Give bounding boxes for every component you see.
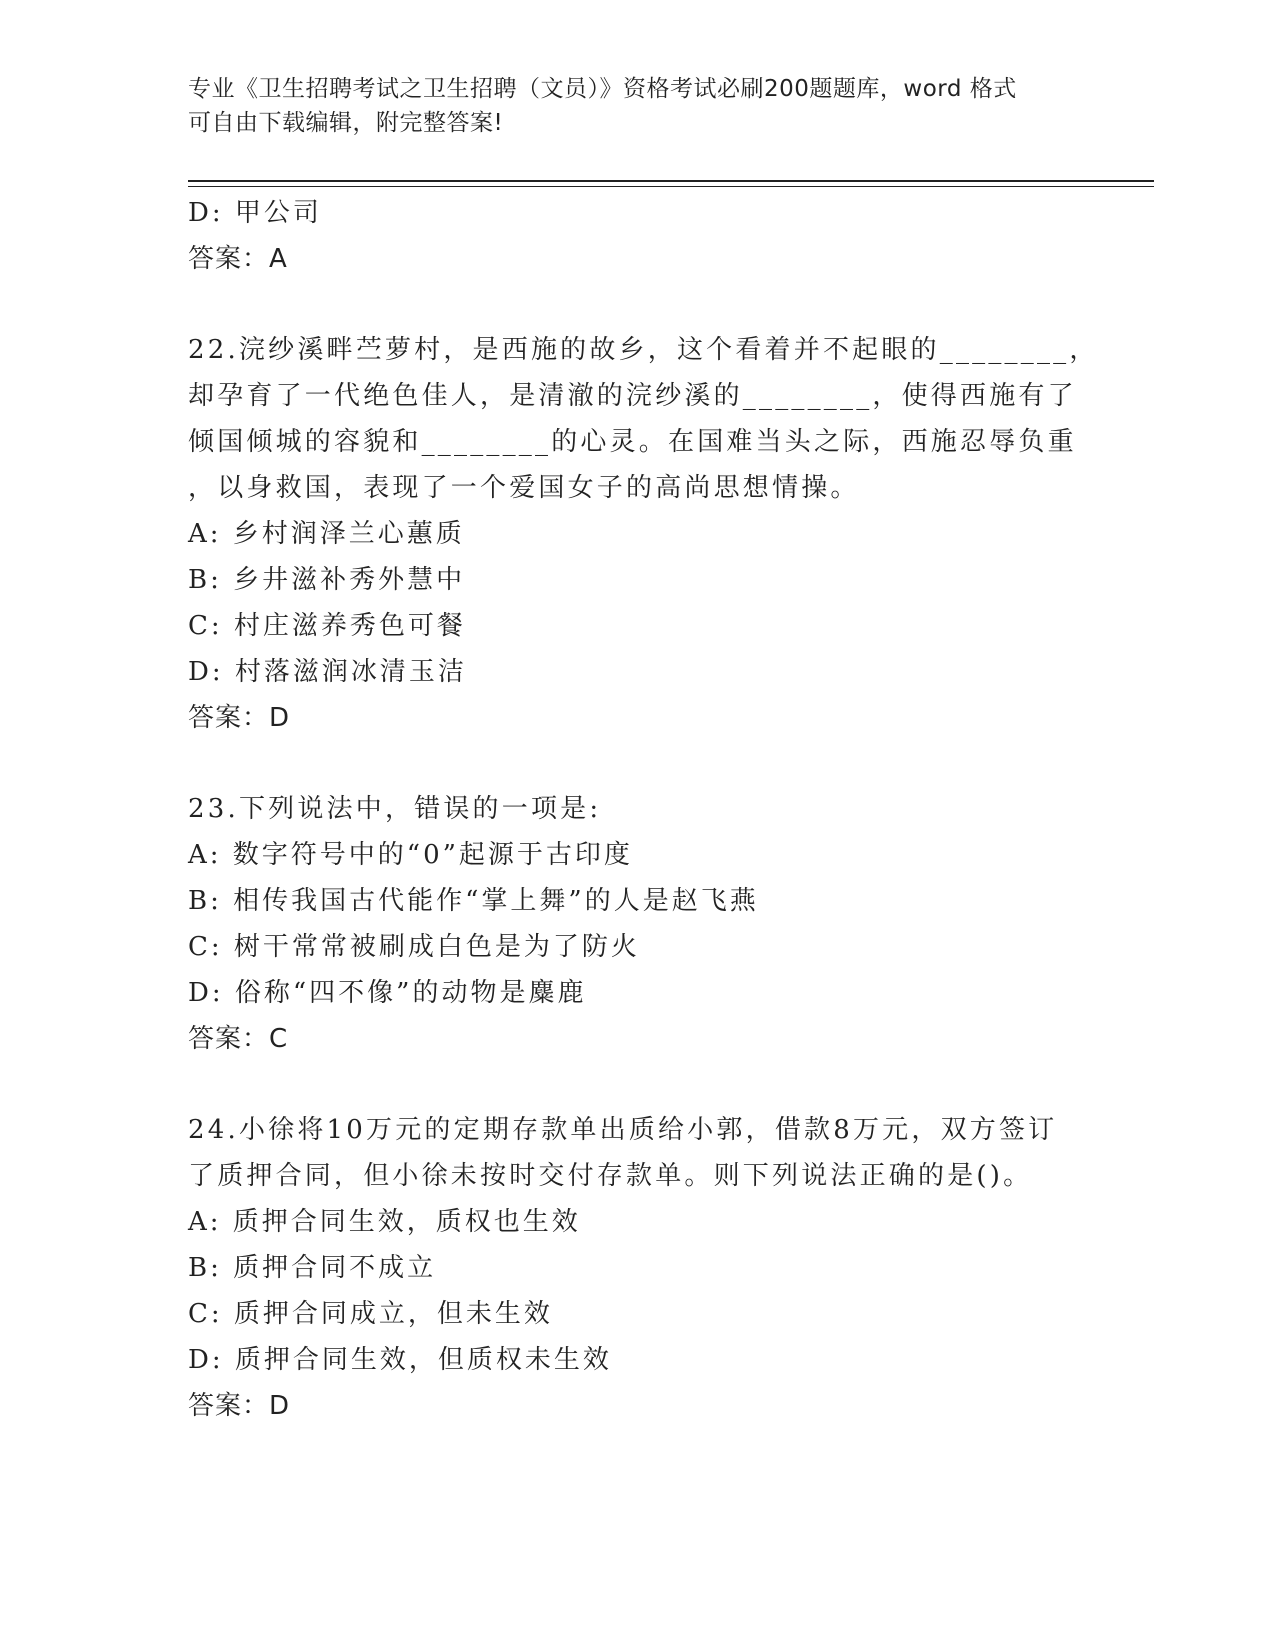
option-b: B: 相传我国古代能作“掌上舞”的人是赵飞燕 bbox=[188, 886, 759, 916]
option-c: C: 村庄滋养秀色可餐 bbox=[188, 611, 466, 641]
question-stem-line: ，以身救国，表现了一个爱国女子的高尚思想情操。 bbox=[188, 473, 860, 503]
question-spacer bbox=[188, 282, 1068, 327]
question-stem-line: 了质押合同，但小徐未按时交付存款单。则下列说法正确的是()。 bbox=[188, 1161, 1033, 1191]
answer-line: 答案：D bbox=[188, 1391, 291, 1421]
question-spacer bbox=[188, 1062, 1068, 1107]
question-24 bbox=[188, 1107, 1068, 1429]
question-stem-line: 23.下列说法中，错误的一项是: bbox=[188, 794, 602, 824]
question-stem-line: 24.小徐将10万元的定期存款单出质给小郭，借款8万元，双方签订 bbox=[188, 1115, 1058, 1145]
header-title-line-1: 专业《卫生招聘考试之卫生招聘（文员）》资格考试必刷200题题库，word 格式 bbox=[188, 76, 1017, 102]
question-stem-line: 22.浣纱溪畔苎萝村，是西施的故乡，这个看着并不起眼的________， bbox=[188, 335, 1099, 365]
document-header bbox=[188, 72, 1088, 140]
header-divider-thick bbox=[188, 180, 1154, 182]
option-d: D: 俗称“四不像”的动物是麋鹿 bbox=[188, 978, 587, 1008]
header-title-line-2: 可自由下载编辑，附完整答案! bbox=[188, 110, 504, 136]
question-22 bbox=[188, 327, 1099, 741]
prev-question-option-d: D: 甲公司 bbox=[188, 198, 322, 228]
option-a: A: 质押合同生效，质权也生效 bbox=[188, 1207, 581, 1237]
question-stem-line: 倾国倾城的容貌和________的心灵。在国难当头之际，西施忍辱负重 bbox=[188, 427, 1077, 457]
option-a: A: 数字符号中的“0”起源于古印度 bbox=[188, 840, 633, 870]
header-divider-thin bbox=[188, 186, 1154, 187]
question-spacer bbox=[188, 741, 1068, 786]
question-stem-line: 却孕育了一代绝色佳人，是清澈的浣纱溪的________，使得西施有了 bbox=[188, 381, 1077, 411]
option-b: B: 质押合同不成立 bbox=[188, 1253, 437, 1283]
option-b: B: 乡井滋补秀外慧中 bbox=[188, 565, 466, 595]
option-d: D: 村落滋润冰清玉洁 bbox=[188, 657, 467, 687]
option-d: D: 质押合同生效，但质权未生效 bbox=[188, 1345, 612, 1375]
option-c: C: 质押合同成立，但未生效 bbox=[188, 1299, 553, 1329]
option-a: A: 乡村润泽兰心蕙质 bbox=[188, 519, 465, 549]
answer-line: 答案：D bbox=[188, 703, 291, 733]
answer-line: 答案：C bbox=[188, 1024, 289, 1054]
prev-question-answer: 答案：A bbox=[188, 244, 288, 274]
option-c: C: 树干常常被刷成白色是为了防火 bbox=[188, 932, 640, 962]
question-23 bbox=[188, 786, 1068, 1062]
question-content bbox=[188, 190, 1099, 1429]
